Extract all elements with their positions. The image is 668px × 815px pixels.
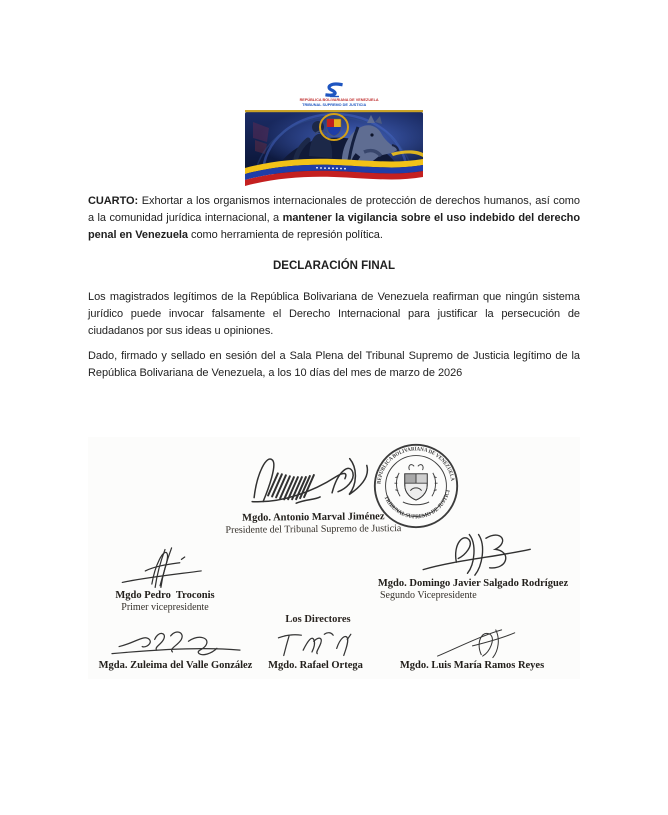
seal-coat-of-arms — [394, 465, 437, 505]
first-vp-signature-scribble — [105, 543, 225, 589]
signature-director-2 — [233, 627, 398, 672]
tsj-banner-image — [245, 110, 423, 188]
president-signature-scribble — [238, 438, 389, 512]
director-1-name: Mgda. Zuleima del Valle González — [98, 660, 253, 671]
tsj-letterhead — [245, 82, 423, 188]
banner-gold-top-line — [245, 110, 423, 112]
signature-first-vp — [90, 543, 240, 614]
signature-director-3 — [388, 627, 556, 672]
director-1-signature-scribble — [101, 627, 251, 659]
document-body — [88, 193, 580, 382]
paragraph-declaration: Los magistrados legítimos de la República Bolivariana de Venezuela reafirman que ningún sistema jurídico puede invocar falsamente el Derecho Internacional para justificar la persecución de ciudadanos por sus ideas u opiniones. — [88, 291, 580, 337]
directors-heading: Los Directores — [285, 614, 351, 625]
tsj-logo-icon — [322, 82, 346, 97]
paragraph-closing: Dado, firmado y sellado en sesión del a Sala Plena del Tribunal Supremo de Justicia legítimo de la República Bolivariana de Venezuela, a los 10 días del mes de marzo de 2026 — [88, 350, 580, 379]
director-3-signature-scribble — [415, 627, 530, 659]
seal-top-text: REPÚBLICA BOLIVARIANA DE VENEZUELA — [376, 446, 456, 485]
director-2-name: Mgdo. Rafael Ortega — [268, 660, 363, 671]
second-vp-name: Mgdo. Domingo Javier Salgado Rodríguez — [377, 578, 569, 589]
paragraph-cuarto: CUARTO: Exhortar a los organismos internacionales de protección de derechos humanos, así como a la comunidad jurídica internacional, a mantener la vigilancia sobre el uso indebido del derecho penal en Venezuela como herramienta de represión política. — [88, 195, 580, 241]
tribunal-seal-icon — [370, 438, 460, 530]
second-vp-signature-scribble — [403, 529, 543, 577]
cuarto-label: CUARTO: — [88, 195, 139, 207]
first-vp-name: Mgdo Pedro Troconis — [115, 590, 215, 601]
letterhead-republic-line: REPÚBLICA BOLIVARIANA DE VENEZUELA — [299, 97, 379, 102]
seal-bottom-text: TRIBUNAL SUPREMO DE JUSTICIA — [370, 438, 452, 521]
cuarto-bold-clause: mantener la vigilancia sobre el uso indebido del derecho penal en Venezuela — [88, 212, 580, 241]
director-3-name: Mgdo. Luis María Ramos Reyes — [399, 660, 545, 671]
letterhead-tribunal-line: TRIBUNAL SUPREMO DE JUSTICIA — [301, 102, 366, 107]
signatures-section — [88, 437, 580, 679]
director-2-signature-scribble — [268, 629, 363, 659]
president-name: Mgdo. Antonio Marval Jiménez — [242, 511, 385, 524]
final-declaration-heading: DECLARACIÓN FINAL — [272, 260, 396, 272]
signature-second-vp — [366, 529, 580, 602]
president-title: Presidente del Tribunal Supremo de Justicia — [225, 523, 402, 536]
official-seal — [370, 438, 460, 530]
first-vp-title: Primer vicepresidente — [121, 602, 209, 613]
second-vp-title: Segundo Vicepresidente — [380, 590, 477, 601]
